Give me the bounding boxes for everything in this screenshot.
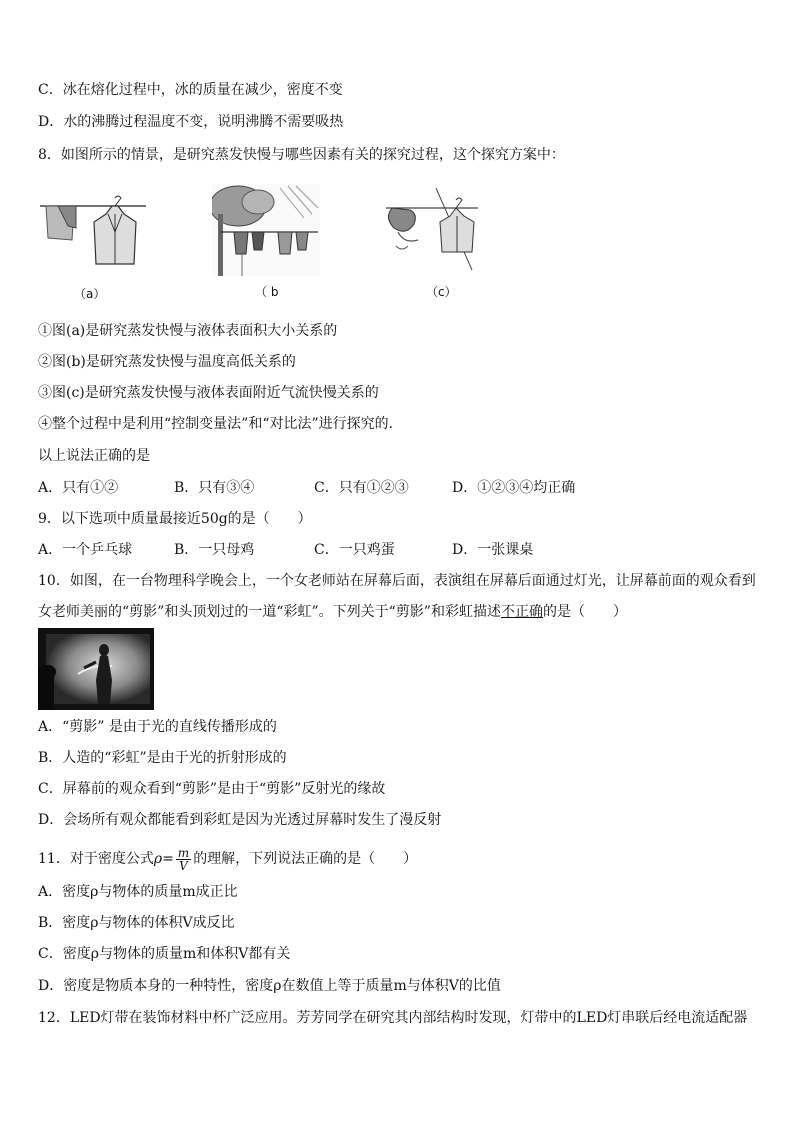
q8-option-b: B．只有③④ (174, 480, 255, 496)
q10-option-c: C．屏幕前的观众看到“剪影”是由于“剪影”反射光的缘故 (38, 781, 386, 797)
q11-stem: 11．对于密度公式ρ= $\frac{m}{V}$ 的理解，下列说法正确的是（ ） (38, 845, 418, 873)
q10-stem-line1: 10．如图，在一台物理科学晚会上，一个女老师站在屏幕后面，表演组在屏幕后面通过灯光，让屏幕前面的观众看到 (38, 573, 756, 589)
q8-prompt: 以上说法正确的是 (38, 448, 150, 464)
q8-option-d: D．①②③④均正确 (452, 480, 576, 496)
q7-option-d: D．水的沸腾过程温度不变，说明沸腾不需要吸热 (38, 114, 344, 130)
density-symbol: ρ (153, 851, 163, 867)
q8-option-a: A．只有①② (38, 480, 119, 496)
figure-b-caption: （ b (255, 285, 279, 299)
q7-option-c: C．冰在熔化过程中，冰的质量在减少，密度不变 (38, 82, 343, 98)
q8-statement-1: ①图(a)是研究蒸发快慢与液体表面积大小关系的 (38, 323, 338, 339)
figure-b-shade-and-sun (212, 184, 320, 276)
q8-stem: 8．如图所示的情景，是研究蒸发快慢与哪些因素有关的探究过程，这个探究方案中： (38, 147, 565, 163)
figure-c-caption: （c） (426, 285, 457, 299)
q10-stem-line2: 女老师美丽的“剪影”和头顶划过的一道“彩虹”。下列关于“剪影”和彩虹描述不正确的是（ ） (38, 604, 627, 620)
q10-option-a: A．“剪影” 是由于光的直线传播形成的 (38, 719, 277, 735)
figure-c-windy-clothes (384, 188, 480, 276)
q9-option-d: D．一张课桌 (452, 542, 534, 558)
q11-option-c: C．密度ρ与物体的质量m和体积V都有关 (38, 946, 291, 962)
figure-a-caption: （a） (74, 287, 106, 301)
q12-stem: 12．LED灯带在装饰材料中杯广泛应用。芳芳同学在研究其内部结构时发现，灯带中的LED灯串联后经电流适配器 (38, 1010, 748, 1026)
q8-statement-4: ④整个过程中是利用“控制变量法”和“对比法”进行探究的． (38, 416, 403, 432)
q11-option-a: A．密度ρ与物体的质量m成正比 (38, 884, 238, 900)
q8-statement-2: ②图(b)是研究蒸发快慢与温度高低关系的 (38, 354, 296, 370)
silhouette-stage-photo (38, 628, 154, 710)
q9-option-b: B．一只母鸡 (174, 542, 255, 558)
q8-option-c: C．只有①②③ (314, 480, 409, 496)
q11-option-b: B．密度ρ与物体的体积V成反比 (38, 915, 235, 931)
q11-option-d: D．密度是物质本身的一种特性，密度ρ在数值上等于质量m与体积V的比值 (38, 978, 501, 994)
q9-option-c: C．一只鸡蛋 (314, 542, 395, 558)
figure-a-clothesline (38, 192, 148, 272)
q10-option-b: B．人造的“彩虹”是由于光的折射形成的 (38, 750, 287, 766)
q9-stem: 9．以下选项中质量最接近50g的是（ ） (38, 511, 312, 527)
q10-option-d: D．会场所有观众都能看到彩虹是因为光透过屏幕时发生了漫反射 (38, 812, 442, 828)
density-formula-fraction: $\frac{m}{V}$ (177, 845, 190, 873)
q8-statement-3: ③图(c)是研究蒸发快慢与液体表面附近气流快慢关系的 (38, 385, 379, 401)
not-correct-emphasis: 不正确 (500, 604, 543, 620)
q9-option-a: A．一个乒乓球 (38, 542, 133, 558)
